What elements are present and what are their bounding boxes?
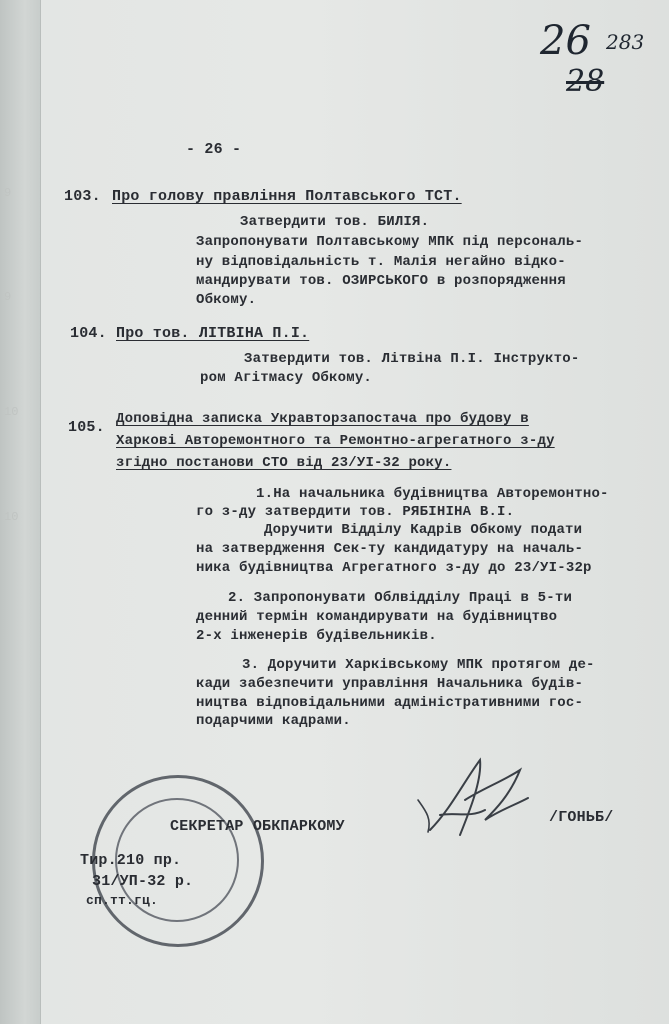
document-date: 31/УП-32 р. [92, 873, 194, 890]
folio-number: 26 [540, 18, 591, 64]
item-104-number: 104. [70, 325, 107, 342]
item-103-heading: Про голову правління Полтавського ТСТ. [112, 188, 462, 205]
signature-name: /ГОНЬБ/ [549, 809, 614, 826]
item-105-line: 2-х інженерів будівельників. [196, 628, 437, 644]
handwritten-signature [410, 740, 540, 850]
item-103-number: 103. [64, 188, 101, 205]
item-103-line: мандирувати тов. ОЗИРСЬКОГО в розпорядження [196, 273, 566, 289]
item-103-line: Запропонувати Полтавському МПК під персональ- [196, 234, 584, 250]
item-104-line: ром Агітмасу Обкому. [200, 370, 373, 386]
item-104-line: Затвердити тов. Літвіна П.І. Інструкто- [244, 351, 580, 367]
item-105-line: денний термін командирувати на будівництво [196, 609, 558, 625]
item-105-number: 105. [68, 419, 105, 436]
item-103-line: Обкому. [196, 292, 257, 308]
item-105-line: 3. Доручити Харківському МПК протягом де- [242, 657, 595, 673]
binding-margin: 9 9 10 10 [0, 0, 41, 1024]
page-number: - 26 - [186, 141, 242, 158]
item-105-heading-line: Харкові Авторемонтного та Ремонтно-агрегатного з-ду [116, 433, 555, 449]
item-103-line: ну відповідальність т. Малія негайно відко- [196, 254, 566, 270]
item-105-line: ника будівництва Агрегатного з-ду до 23/УІ-32р [196, 560, 592, 576]
item-105-line: 2. Запропонувати Облвідділу Праці в 5-ти [228, 590, 573, 606]
folio-number-small: 283 [606, 30, 645, 54]
item-105-line: Доручити Відділу Кадрів Обкому подати [264, 522, 583, 538]
typist-mark: сп.тт.гц. [86, 893, 159, 908]
item-105-heading-line: згідно постанови СТО від 23/УІ-32 року. [116, 455, 452, 471]
item-105-line: ництва відповідальними адміністративними гос- [196, 695, 584, 711]
item-104-heading: Про тов. ЛІТВІНА П.І. [116, 325, 310, 342]
item-105-line: 1.На начальника будівництва Авторемонтно- [256, 486, 609, 502]
item-105-heading-line: Доповідна записка Укравторзапостача про будову в [116, 411, 529, 427]
item-105-line: на затвердження Сек-ту кандидатуру на началь- [196, 541, 584, 557]
folio-number-crossed: 28 [566, 64, 605, 99]
print-run: Тир.210 пр. [80, 852, 182, 869]
signature-title: СЕКРЕТАР ОБКПАРКОМУ [170, 818, 345, 835]
item-105-line: го з-ду затвердити тов. РЯБІНІНА В.І. [196, 504, 515, 520]
item-103-line: Затвердити тов. БИЛІЯ. [240, 214, 430, 230]
item-105-line: кади забезпечити управління Начальника будів- [196, 676, 584, 692]
item-105-line: подарчими кадрами. [196, 713, 351, 729]
